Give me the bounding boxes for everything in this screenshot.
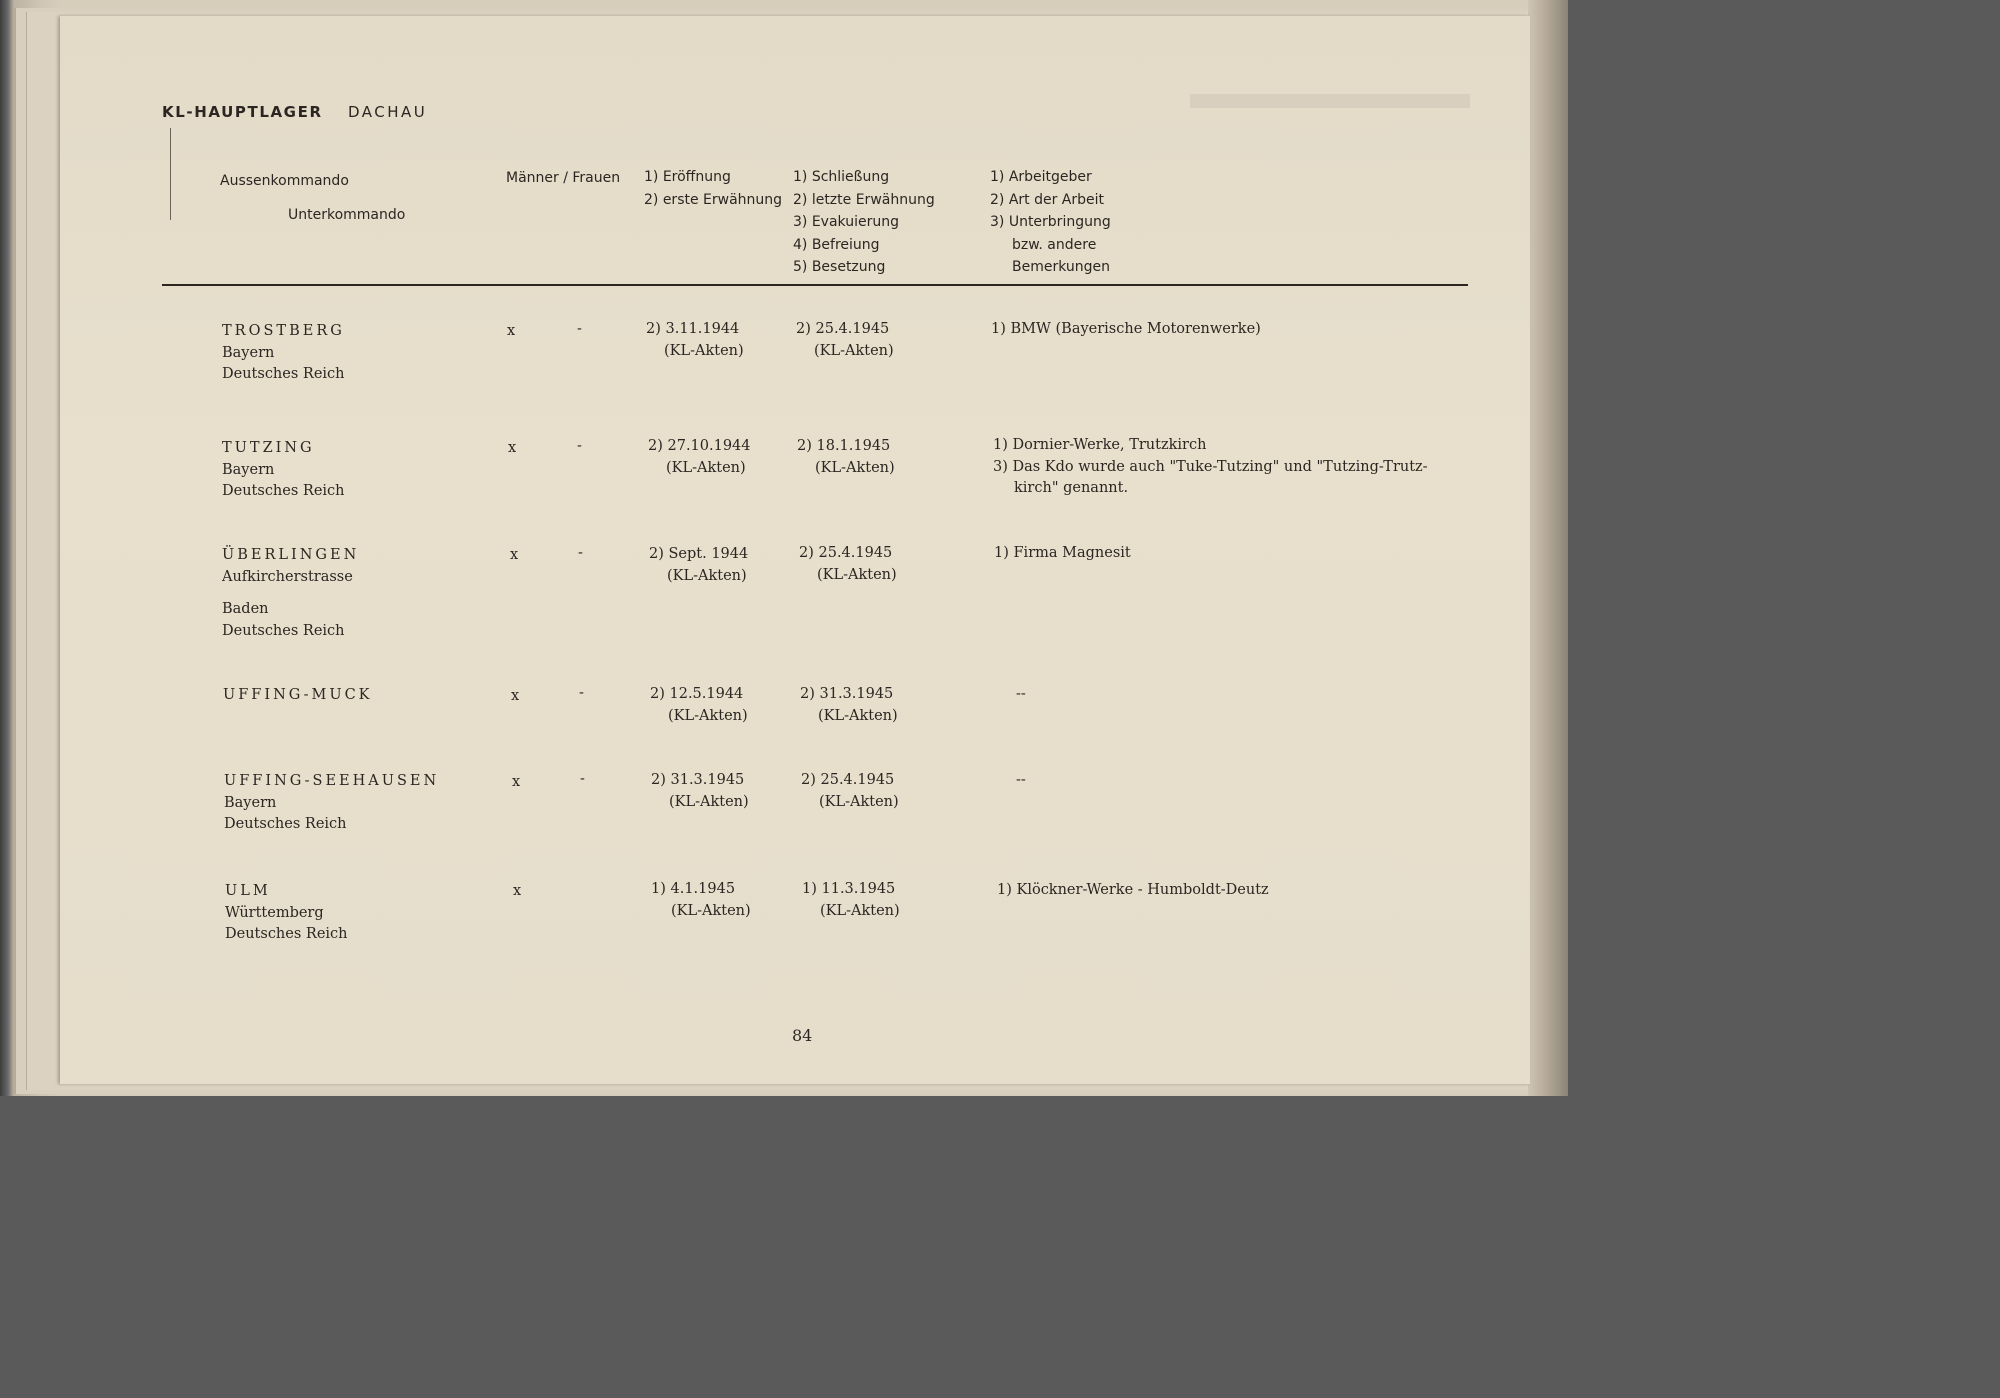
closed-date: 2) 18.1.1945 [797, 438, 891, 454]
opened-cell [648, 436, 751, 479]
remarks-cell [991, 319, 1261, 341]
closed-cell [799, 543, 897, 586]
document-page [60, 16, 1530, 1084]
closed-cell [797, 436, 895, 479]
closed-date: 2) 25.4.1945 [799, 545, 893, 561]
women-marker: - [577, 321, 582, 337]
book-right-edge [1528, 0, 1568, 1096]
page-title: KL-HAUPTLAGER [162, 103, 323, 121]
remark-line: 3) Das Kdo wurde auch "Tuke-Tutzing" und "Tutzing-Trutz- [993, 458, 1428, 475]
remarks-cell [997, 880, 1269, 902]
opened-date: 2) Sept. 1944 [649, 546, 749, 562]
table-row [222, 321, 345, 386]
closed-source: (KL-Akten) [815, 459, 895, 476]
header-divider [170, 128, 171, 220]
place-name: UFFING-MUCK [223, 687, 373, 703]
column-header-line: Bemerkungen [1012, 259, 1111, 275]
show-through-artifact [1190, 94, 1470, 108]
place-name: UFFING-SEEHAUSEN [224, 773, 440, 789]
column-header-line: 2) letzte Erwähnung [793, 191, 935, 208]
closed-source: (KL-Akten) [818, 707, 898, 724]
column-header-line: 2) Art der Arbeit [990, 191, 1105, 208]
closed-source: (KL-Akten) [819, 793, 899, 810]
column-header-line: 1) Eröffnung [644, 169, 731, 185]
column-header-line: 3) Evakuierung [793, 214, 899, 230]
men-marker: x [513, 883, 522, 899]
remark-line: 1) Firma Magnesit [994, 545, 1131, 561]
table-row [223, 685, 373, 707]
column-header-line: 5) Besetzung [793, 259, 886, 275]
opened-cell [650, 684, 748, 727]
column-header-aussenkommando: Aussenkommando [220, 173, 349, 189]
closed-date: 1) 11.3.1945 [802, 881, 896, 897]
remark-line: 1) BMW (Bayerische Motorenwerke) [991, 321, 1261, 337]
opened-source: (KL-Akten) [667, 567, 747, 584]
table-row [222, 545, 359, 642]
table-row [222, 438, 345, 503]
closed-source: (KL-Akten) [814, 342, 894, 359]
women-marker: - [577, 438, 582, 454]
men-marker: x [507, 323, 516, 339]
men-marker: x [508, 440, 517, 456]
opened-source: (KL-Akten) [664, 342, 744, 359]
country: Deutsches Reich [222, 622, 345, 639]
place-name: ÜBERLINGEN [222, 547, 360, 563]
column-header-line: 1) Schließung [793, 169, 890, 185]
men-marker: x [510, 547, 519, 563]
place-name: TUTZING [222, 440, 315, 456]
closed-cell [801, 770, 899, 813]
opened-source: (KL-Akten) [671, 902, 751, 919]
closed-source: (KL-Akten) [820, 902, 900, 919]
country: Deutsches Reich [225, 926, 348, 942]
opened-cell [649, 544, 748, 587]
page-subtitle: DACHAU [348, 103, 428, 121]
men-marker: x [511, 688, 520, 704]
street: Aufkircherstrasse [222, 568, 353, 585]
opened-date: 2) 3.11.1944 [646, 321, 740, 337]
opened-date: 2) 12.5.1944 [650, 686, 744, 702]
column-header-line: 2) erste Erwähnung [644, 191, 783, 208]
region: Baden [222, 601, 269, 617]
women-marker: - [579, 685, 584, 701]
women-marker: - [578, 545, 583, 561]
region: Bayern [222, 344, 275, 361]
remarks-cell [1016, 770, 1026, 792]
opened-source: (KL-Akten) [668, 707, 748, 724]
column-header-schliessung [793, 166, 935, 279]
remarks-cell [993, 435, 1428, 500]
column-header-eroeffnung [644, 166, 782, 211]
remarks-cell [994, 543, 1131, 565]
closed-cell [796, 319, 894, 362]
remark-line: 1) Klöckner-Werke - Humboldt-Deutz [997, 882, 1269, 898]
women-marker: - [580, 771, 585, 787]
closed-date: 2) 25.4.1945 [801, 772, 895, 788]
closed-cell [802, 879, 900, 922]
place-name: TROSTBERG [222, 323, 345, 339]
opened-date: 2) 31.3.1945 [651, 772, 745, 788]
remark-line: 1) Dornier-Werke, Trutzkirch [993, 437, 1207, 453]
region: Bayern [224, 794, 277, 811]
closed-date: 2) 25.4.1945 [796, 321, 890, 337]
column-header-line: bzw. andere [1012, 236, 1097, 253]
opened-date: 1) 4.1.1945 [651, 881, 736, 897]
column-header-line: 3) Unterbringung [990, 214, 1111, 230]
region: Württemberg [225, 904, 324, 921]
page-number: 84 [792, 1026, 813, 1045]
opened-date: 2) 27.10.1944 [648, 438, 751, 454]
column-header-unterkommando: Unterkommando [288, 207, 406, 223]
region: Bayern [222, 461, 275, 478]
closed-cell [800, 684, 898, 727]
remark-line: -- [1016, 772, 1026, 788]
opened-cell [651, 879, 751, 922]
men-marker: x [512, 774, 521, 790]
remark-line: -- [1016, 686, 1026, 702]
remarks-cell [1016, 684, 1026, 706]
country: Deutsches Reich [224, 816, 347, 832]
header-rule [162, 284, 1468, 286]
country: Deutsches Reich [222, 366, 345, 382]
opened-source: (KL-Akten) [666, 459, 746, 476]
remark-line: kirch" genannt. [1014, 480, 1129, 496]
column-header-bemerkungen [990, 166, 1111, 279]
column-header-line: 4) Befreiung [793, 236, 880, 253]
table-row [225, 881, 348, 946]
column-header-line: 1) Arbeitgeber [990, 169, 1092, 185]
country: Deutsches Reich [222, 483, 345, 499]
table-row [224, 771, 439, 836]
place-name: ULM [225, 883, 271, 899]
opened-cell [651, 770, 749, 813]
column-header-maenner-frauen: Männer / Frauen [506, 170, 621, 186]
opened-cell [646, 319, 744, 362]
closed-source: (KL-Akten) [817, 566, 897, 583]
opened-source: (KL-Akten) [669, 793, 749, 810]
closed-date: 2) 31.3.1945 [800, 686, 894, 702]
